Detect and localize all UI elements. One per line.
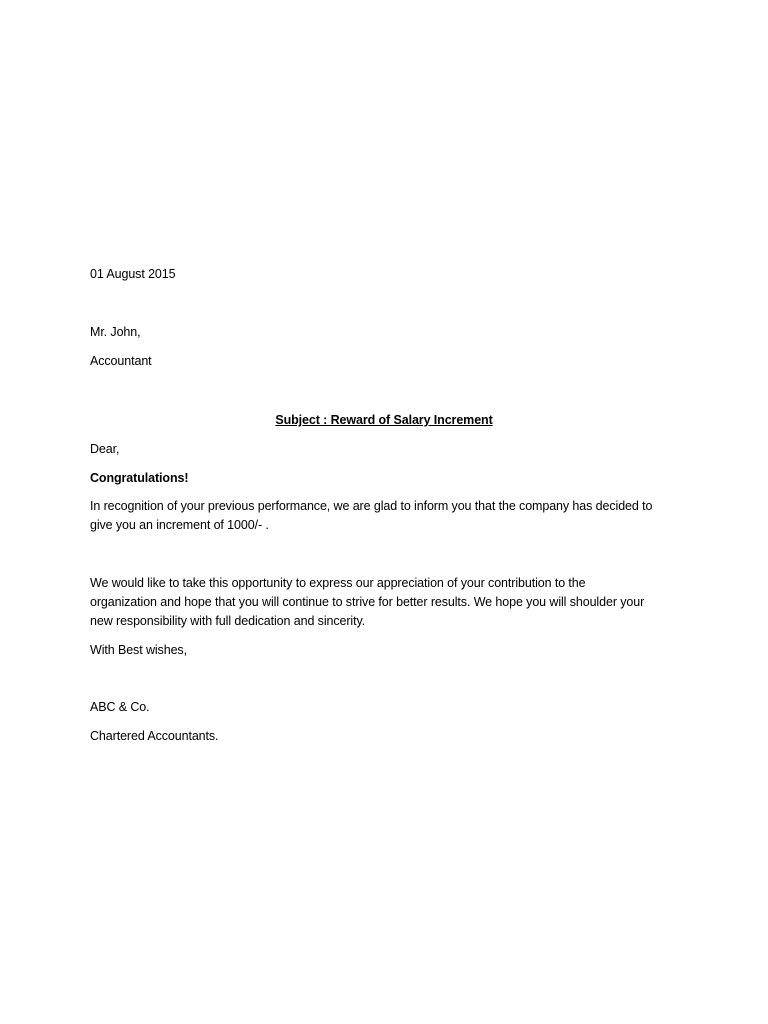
letter-greeting: Congratulations! <box>90 471 189 485</box>
letter-salutation: Dear, <box>90 442 120 456</box>
company-name: ABC & Co. <box>90 700 150 714</box>
recipient-title: Accountant <box>90 354 152 368</box>
paragraph-1-line-2: give you an increment of 1000/- . <box>90 518 269 532</box>
letter-date: 01 August 2015 <box>90 267 176 281</box>
paragraph-2-line-1: We would like to take this opportunity to express our appreciation of your contribution to the <box>90 576 586 590</box>
company-title: Chartered Accountants. <box>90 729 219 743</box>
letter-subject-text: Subject : Reward of Salary Increment <box>275 413 493 427</box>
letter-subject <box>0 411 768 430</box>
paragraph-1-line-1: In recognition of your previous performance, we are glad to inform you that the company has decided to <box>90 499 653 513</box>
letter-paragraph-1 <box>90 497 690 535</box>
paragraph-2-line-3: new responsibility with full dedication and sincerity. <box>90 614 366 628</box>
letter-closing: With Best wishes, <box>90 643 187 657</box>
paragraph-2-line-2: organization and hope that you will continue to strive for better results. We hope you will shoulder your <box>90 595 645 609</box>
letter-paragraph-2 <box>90 574 690 631</box>
recipient-name: Mr. John, <box>90 325 141 339</box>
